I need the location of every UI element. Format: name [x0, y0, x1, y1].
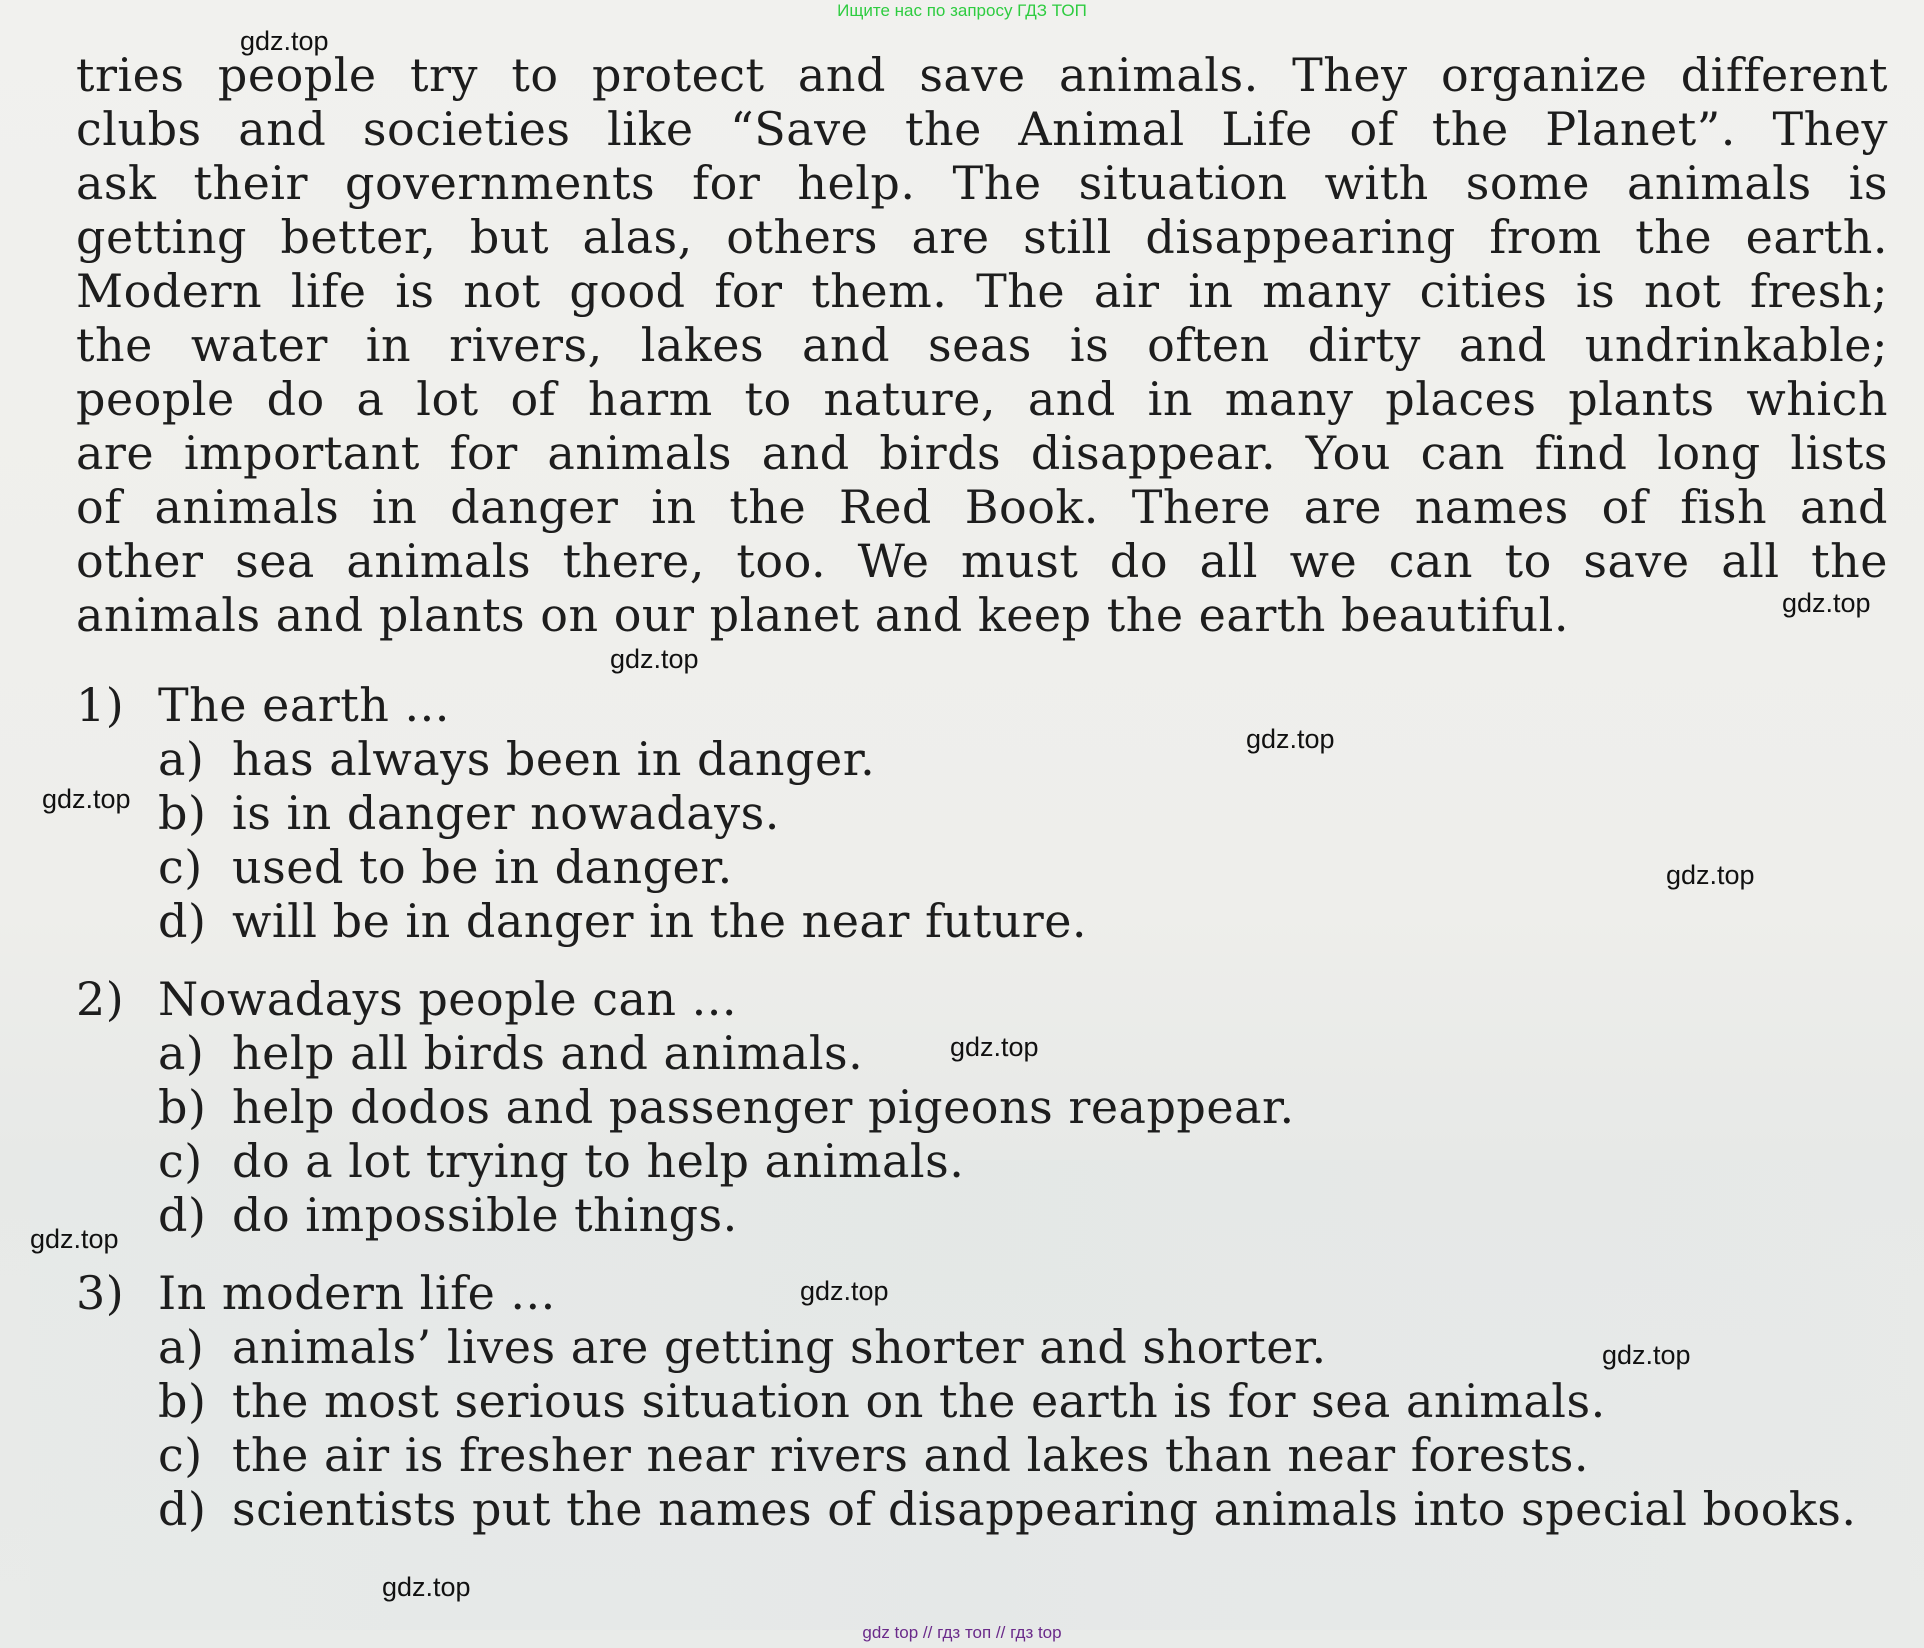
watermark: gdz.top [610, 644, 699, 674]
option-text: has always been in danger. [232, 732, 876, 786]
passage-line: people do a lot of harm to nature, and in many places plants which [76, 372, 1888, 426]
option-letter: c) [158, 1428, 203, 1482]
option-text: is in danger nowadays. [232, 786, 780, 840]
answer-option [158, 894, 1888, 948]
option-text: used to be in danger. [232, 840, 733, 894]
passage-line: clubs and societies like “Save the Animal Life of the Planet”. They [76, 102, 1888, 156]
watermark: gdz.top [1782, 588, 1871, 618]
reading-passage [76, 48, 1888, 642]
watermark: gdz.top [240, 26, 329, 56]
answer-option [158, 786, 1888, 840]
answer-option [158, 840, 1888, 894]
passage-line: ask their governments for help. The situation with some animals is [76, 156, 1888, 210]
option-text: the air is fresher near rivers and lakes than near forests. [232, 1428, 1589, 1482]
option-letter: b) [158, 1080, 207, 1134]
option-text: animals’ lives are getting shorter and shorter. [232, 1320, 1327, 1374]
option-letter: d) [158, 894, 207, 948]
answer-option [158, 1428, 1888, 1482]
question-2 [76, 972, 1888, 1242]
option-letter: a) [158, 732, 205, 786]
question-list [76, 678, 1888, 1560]
passage-line: Modern life is not good for them. The air in many cities is not fresh; [76, 264, 1888, 318]
bottom-banner[interactable]: gdz top // гдз топ // гдз top [862, 1623, 1062, 1642]
watermark: gdz.top [30, 1224, 119, 1254]
answer-option [158, 1134, 1888, 1188]
question-text: In modern life ... [158, 1266, 556, 1320]
option-text: scientists put the names of disappearing animals into special books. [232, 1482, 1857, 1536]
question-stem [76, 972, 1888, 1026]
passage-line: tries people try to protect and save animals. They organize different [76, 48, 1888, 102]
question-3 [76, 1266, 1888, 1536]
question-stem [76, 1266, 1888, 1320]
question-stem [76, 678, 1888, 732]
option-letter: d) [158, 1482, 207, 1536]
option-letter: b) [158, 786, 207, 840]
option-text: the most serious situation on the earth is for sea animals. [232, 1374, 1606, 1428]
watermark: gdz.top [42, 784, 131, 814]
option-letter: d) [158, 1188, 207, 1242]
option-letter: c) [158, 840, 203, 894]
option-text: do impossible things. [232, 1188, 738, 1242]
passage-line: getting better, but alas, others are still disappearing from the earth. [76, 210, 1888, 264]
passage-line: are important for animals and birds disappear. You can find long lists [76, 426, 1888, 480]
watermark: gdz.top [1602, 1340, 1691, 1370]
question-number: 2) [76, 972, 125, 1026]
passage-line: the water in rivers, lakes and seas is often dirty and undrinkable; [76, 318, 1888, 372]
question-1 [76, 678, 1888, 948]
option-text: will be in danger in the near future. [232, 894, 1088, 948]
option-letter: c) [158, 1134, 203, 1188]
option-letter: a) [158, 1026, 205, 1080]
watermark: gdz.top [1666, 860, 1755, 890]
answer-option [158, 1374, 1888, 1428]
watermark: gdz.top [1246, 724, 1335, 754]
question-text: The earth ... [158, 678, 450, 732]
watermark: gdz.top [950, 1032, 1039, 1062]
answer-option [158, 1188, 1888, 1242]
option-letter: b) [158, 1374, 207, 1428]
option-text: help all birds and animals. [232, 1026, 864, 1080]
passage-line: other sea animals there, too. We must do all we can to save all the [76, 534, 1888, 588]
watermark: gdz.top [800, 1276, 889, 1306]
passage-line: animals and plants on our planet and keep the earth beautiful. [76, 588, 1569, 642]
answer-option [158, 1080, 1888, 1134]
question-text: Nowadays people can ... [158, 972, 737, 1026]
answer-option [158, 1482, 1888, 1536]
option-text: help dodos and passenger pigeons reappear. [232, 1080, 1295, 1134]
question-number: 1) [76, 678, 125, 732]
option-letter: a) [158, 1320, 205, 1374]
top-banner[interactable]: Ищите нас по запросу ГДЗ ТОП [837, 1, 1087, 20]
answer-option [158, 732, 1888, 786]
passage-line: of animals in danger in the Red Book. There are names of fish and [76, 480, 1888, 534]
option-text: do a lot trying to help animals. [232, 1134, 965, 1188]
watermark: gdz.top [382, 1572, 471, 1602]
question-number: 3) [76, 1266, 125, 1320]
